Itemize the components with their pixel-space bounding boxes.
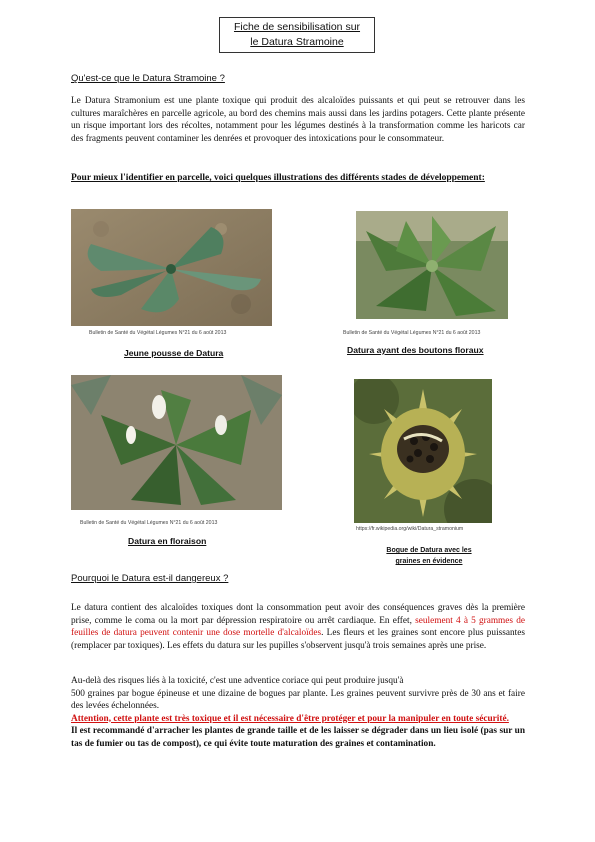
photo1-source: Bulletin de Santé du Végétal Légumes N°21 du 6 août 2013 xyxy=(89,330,227,336)
section1-paragraph xyxy=(71,95,525,145)
photo-seed-pod xyxy=(354,379,492,523)
title-line-2: le Datura Stramoine xyxy=(250,36,344,48)
photo4-caption-line2: graines en évidence xyxy=(395,558,463,565)
photo3-source: Bulletin de Santé du Végétal Légumes N°21 du 6 août 2013 xyxy=(80,520,218,526)
p1-before: Le datura contient des alcaloïdes toxiques dont la consommation peut avoir des conséquences graves dès la première prise, comme le coma ou la mort par dépression respiratoire ou arrêt cardiaque. En effet, xyxy=(71,603,525,626)
photo4-source: https://fr.wikipedia.org/wiki/Datura_stramonium xyxy=(356,526,464,532)
title-line-1: Fiche de sensibilisation sur xyxy=(233,21,361,33)
photo4-caption-line1: Bogue de Datura avec les xyxy=(386,547,472,554)
photo-young-shoot xyxy=(71,209,272,326)
photo-flowering xyxy=(71,375,282,510)
warning-text: Attention, cette plante est très toxique et il est nécessaire d'être protéger et pour la manipuler en toute sécurité. xyxy=(71,713,509,724)
p2-line1: Au-delà des risques liés à la toxicité, c'est une adventice coriace qui peut produire jusqu'à xyxy=(71,676,404,686)
photo3-caption: Datura en floraison xyxy=(128,536,207,546)
p1-red-highlight: seulement 4 à 5 grammes de feuilles de datura peuvent contenir une dose mortelle d'alcaloïdes xyxy=(71,615,525,638)
photo2-source: Bulletin de Santé du Végétal Légumes N°21 du 6 août 2013 xyxy=(343,330,481,336)
section2-paragraph-2 xyxy=(71,675,525,750)
recommendation-text: Il est recommandé d'arracher les plantes de grande taille et de les laisser se dégrader dans un lieu isolé (pas sur un tas de fumier ou tas de compost), ce qui évite toute maturation des graines et contamination. xyxy=(71,726,525,749)
section1-heading: Qu'est-ce que le Datura Stramoine ? xyxy=(71,73,225,84)
p2-rest: 500 graines par bogue épineuse et une dizaine de bogues par plante. Les graines peuvent survivre près de 30 ans et faire des levées échelonnées. xyxy=(71,688,525,711)
title-box xyxy=(219,17,375,53)
section2-paragraph-1 xyxy=(71,602,525,652)
photo4-caption xyxy=(369,545,489,567)
photo-flower-buds xyxy=(356,211,508,319)
p1-after: . Les fleurs et les graines sont encore plus puissantes (remplacer par toxiques). Les effets du datura sur les pupilles s'observent jusqu'à trois semaines après une prise. xyxy=(71,628,526,651)
section1-text: Le Datura Stramonium est une plante toxique qui produit des alcaloïdes puissants et qui peut se retrouver dans les cultures maraîchères en parcelle agricole, au bord des chemins mais aussi dans les jardins potagers. Cette plante présente un risque important lors des récoltes, notamment pour les légumes destinés à la transformation comme les haricots car des fragments peuvent contaminer les denrées et provoquer des intoxications pour le consommateur. xyxy=(71,96,525,144)
section2-heading: Pourquoi le Datura est-il dangereux ? xyxy=(71,573,229,584)
illustrations-heading: Pour mieux l'identifier en parcelle, voici quelques illustrations des différents stades de développement: xyxy=(71,173,485,183)
photo2-caption: Datura ayant des boutons floraux xyxy=(347,345,484,355)
photo1-caption: Jeune pousse de Datura xyxy=(124,348,224,358)
